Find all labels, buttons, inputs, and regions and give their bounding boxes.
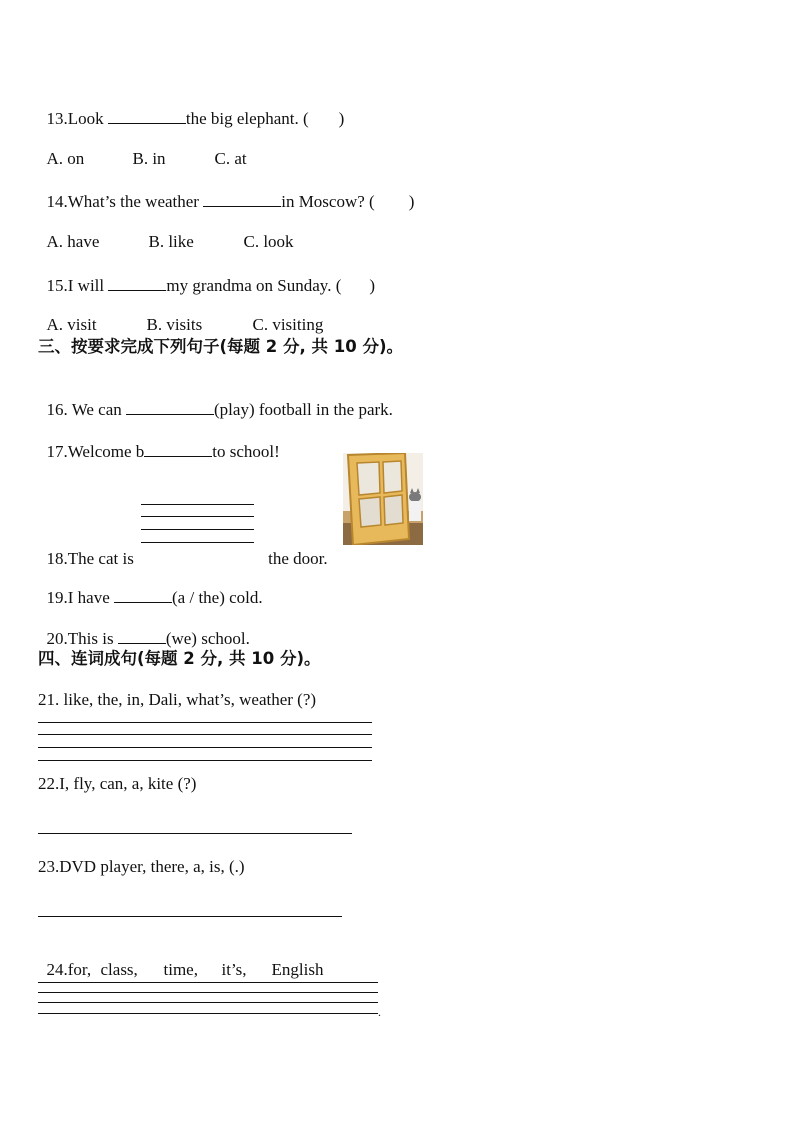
option-b[interactable]: B. visits bbox=[146, 315, 203, 334]
question-17: 17.Welcome b to school! bbox=[46, 442, 280, 461]
answer-blank-15[interactable] bbox=[108, 274, 166, 291]
cat-icon bbox=[409, 492, 421, 502]
answer-line-21c bbox=[38, 747, 372, 748]
option-b[interactable]: B. like bbox=[148, 232, 194, 251]
cat-behind-door-image bbox=[343, 453, 423, 545]
options-13 bbox=[38, 129, 247, 169]
answer-blank-17[interactable] bbox=[144, 440, 212, 457]
question-20: 20.This is (we) school. bbox=[46, 629, 250, 648]
question-18: 18.The cat is the door. bbox=[46, 549, 328, 568]
answer-blank-16[interactable] bbox=[126, 398, 214, 415]
option-b[interactable]: B. in bbox=[132, 149, 166, 168]
answer-blank-13[interactable] bbox=[108, 107, 186, 124]
question-14: 14.What’s the weather in Moscow? ( ) bbox=[46, 192, 415, 211]
answer-line-24b bbox=[38, 992, 378, 993]
answer-line-24c bbox=[38, 1002, 378, 1003]
options-15 bbox=[38, 295, 323, 335]
option-a[interactable]: A. on bbox=[46, 149, 85, 168]
answer-blank-14[interactable] bbox=[203, 190, 281, 207]
question-19: 19.I have (a / the) cold. bbox=[46, 588, 263, 607]
answer-line-24d bbox=[38, 1013, 378, 1014]
question-23: 23.DVD player, there, a, is, (.) bbox=[38, 857, 245, 876]
answer-line-18a bbox=[141, 504, 254, 505]
answer-line-18b bbox=[141, 516, 254, 517]
answer-line-23[interactable] bbox=[38, 916, 342, 917]
answer-line-21b bbox=[38, 734, 372, 735]
question-13: 13.Look the big elephant. ( ) bbox=[46, 109, 345, 128]
answer-line-22[interactable] bbox=[38, 833, 352, 834]
option-c[interactable]: C. at bbox=[214, 149, 247, 168]
option-a[interactable]: A. have bbox=[46, 232, 100, 251]
option-a[interactable]: A. visit bbox=[46, 315, 97, 334]
answer-line-21a bbox=[38, 722, 372, 723]
options-14 bbox=[38, 212, 294, 252]
option-c[interactable]: C. look bbox=[243, 232, 294, 251]
option-c[interactable]: C. visiting bbox=[252, 315, 324, 334]
answer-blank-20[interactable] bbox=[118, 627, 166, 644]
question-16: 16. We can (play) football in the park. bbox=[46, 400, 393, 419]
question-21: 21. like, the, in, Dali, what’s, weather (?) bbox=[38, 690, 317, 709]
question-24: 24.for, class, time, it’s, English bbox=[46, 960, 324, 979]
section-3-heading: 三、按要求完成下列句子(每题 2 分, 共 10 分)。 bbox=[38, 337, 404, 356]
question-15: 15.I will my grandma on Sunday. ( ) bbox=[46, 276, 376, 295]
section-4-heading: 四、连词成句(每题 2 分, 共 10 分)。 bbox=[38, 649, 321, 668]
question-22: 22.I, fly, can, a, kite (?) bbox=[38, 774, 197, 793]
q24-end-period: . bbox=[378, 1005, 381, 1019]
answer-blank-19[interactable] bbox=[114, 586, 172, 603]
answer-line-24a bbox=[38, 982, 378, 983]
answer-line-21d bbox=[38, 760, 372, 761]
